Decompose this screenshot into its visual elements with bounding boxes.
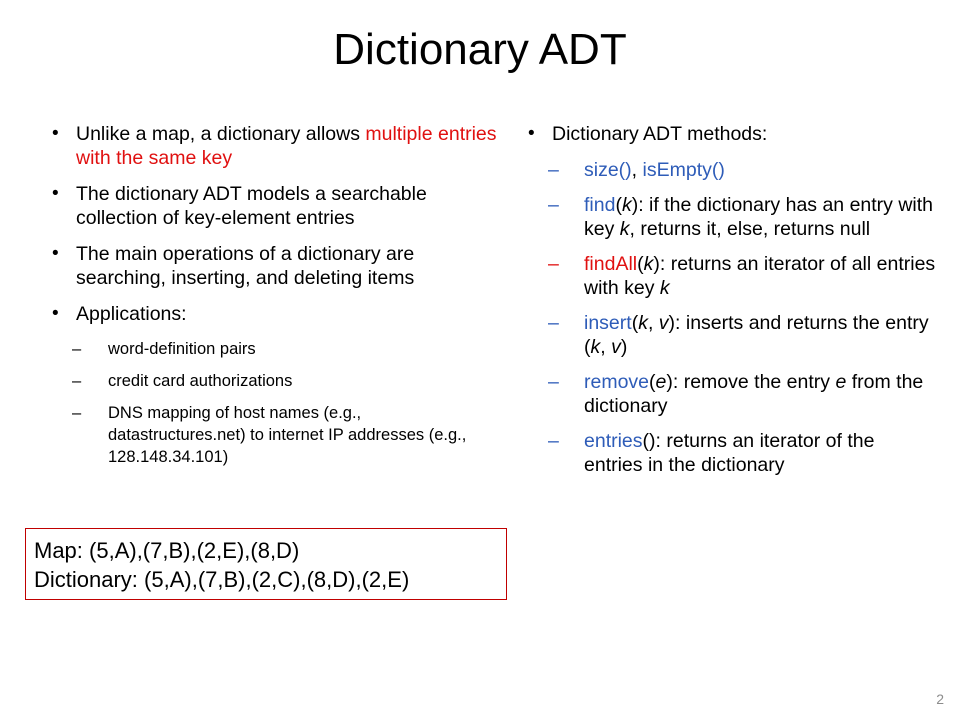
bullet-item (52, 182, 502, 230)
method-item-insert: – insert(k, v): inserts and returns the entry (k, v) (548, 312, 929, 358)
highlight-text: multiple entries with the same key (76, 123, 497, 169)
method-name: isEmpty() (642, 159, 725, 181)
dash-icon: – (72, 372, 82, 390)
dash-icon: – (548, 371, 559, 393)
sub-bullet-text: word-definition pairs (108, 340, 256, 358)
method-desc-key: k (590, 336, 601, 358)
dictionary-example-line: Dictionary: (5,A),(7,B),(2,C),(8,D),(2,E) (34, 567, 410, 592)
method-desc-key: k (619, 218, 630, 240)
bullet-item (52, 122, 502, 170)
method-desc: ): returns an iterator of all entries with key (584, 253, 936, 299)
bullet-item (52, 242, 502, 290)
bullet-text: Applications: (76, 303, 187, 325)
bullet-text: The dictionary ADT models a searchable collection of key-element entries (76, 183, 427, 229)
bullet-text: The main operations of a dictionary are searching, inserting, and deleting items (76, 243, 415, 289)
method-desc: (): returns an iterator of the entries in the dictionary (584, 430, 875, 476)
method-item-findall: – findAll(k): returns an iterator of all entries with key k (548, 253, 936, 299)
slide-title: Dictionary ADT (333, 25, 627, 74)
method-desc-key: k (659, 277, 670, 299)
dash-icon: – (548, 430, 559, 452)
dash-icon: – (72, 404, 82, 422)
method-item-find: – find(k): if the dictionary has an entry with key k, returns it, else, returns null (548, 194, 934, 240)
bullet-icon: • (528, 123, 535, 144)
method-desc: from the dictionary (584, 371, 924, 417)
map-dictionary-example-box (25, 528, 507, 600)
method-name: entries (584, 430, 643, 452)
methods-heading: Dictionary ADT methods: (552, 123, 768, 145)
bullet-icon: • (52, 123, 59, 144)
bullet-icon: • (52, 303, 59, 324)
method-item-entries (528, 429, 938, 477)
bullet-item (52, 302, 502, 326)
method-name: size() (584, 159, 632, 181)
dash-icon: – (548, 253, 559, 275)
method-name: find (584, 194, 616, 216)
dash-icon: – (548, 159, 559, 181)
method-desc: ): remove the entry (666, 371, 836, 393)
map-example-line: Map: (5,A),(7,B),(2,E),(8,D) (34, 538, 300, 563)
sub-bullet-item (52, 402, 502, 468)
sub-bullet-text: credit card authorizations (108, 372, 293, 390)
sub-bullet-item (52, 338, 502, 360)
bullet-item (528, 122, 938, 146)
method-desc: ): inserts and returns the entry ( (584, 312, 929, 358)
method-name: findAll (584, 253, 638, 275)
method-item-size (528, 158, 938, 182)
dash-icon: – (72, 340, 82, 358)
method-name: remove (584, 371, 650, 393)
page-number: 2 (936, 691, 944, 707)
dash-icon: – (548, 194, 559, 216)
bullet-icon: • (52, 183, 59, 204)
right-column (528, 122, 938, 488)
method-arg: k (643, 253, 654, 275)
bullet-icon: • (52, 243, 59, 264)
bullet-text: Unlike a map, a dictionary allows (76, 123, 366, 145)
method-desc-key: e (835, 371, 847, 393)
sub-bullet-text: DNS mapping of host names (e.g., datastructures.net) to internet IP addresses (e.g., 128.148.34.101) (108, 404, 467, 466)
method-name: insert (584, 312, 632, 334)
sub-bullet-item (52, 370, 502, 392)
method-desc: , returns it, else, returns null (629, 218, 871, 240)
method-arg: k (638, 312, 648, 334)
method-desc: ): if the dictionary has an entry with key (584, 194, 934, 240)
method-arg: v (658, 312, 669, 334)
method-desc: ) (620, 336, 628, 358)
separator-text: , (631, 159, 643, 181)
dash-icon: – (548, 312, 559, 334)
method-arg: k (621, 194, 632, 216)
method-item-remove: – remove(e): remove the entry e from the dictionary (548, 371, 924, 417)
method-arg: e (655, 371, 667, 393)
method-desc-key: v (611, 336, 621, 358)
left-column (52, 122, 502, 478)
